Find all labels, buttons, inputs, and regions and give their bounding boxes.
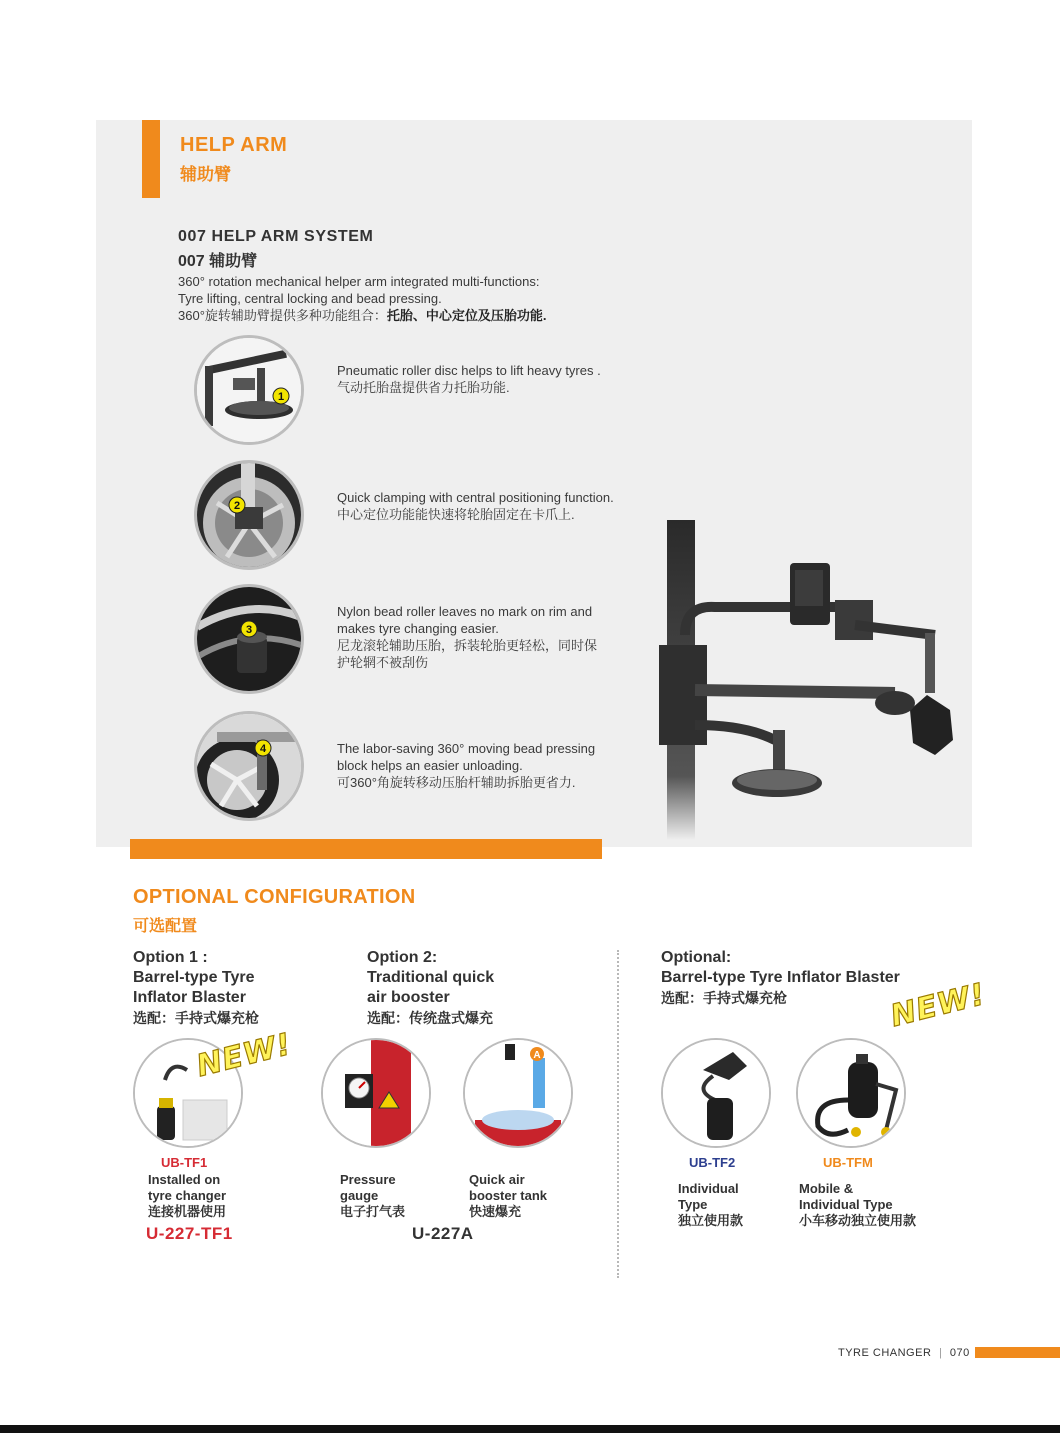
option-2-cn: 选配：传统盘式爆充 [367,1010,493,1026]
feature-1-number: 1 [277,391,285,403]
feature-3-cn: 尼龙滚轮辅助压胎，拆装轮胎更轻松，同时保护轮辋不被刮伤 [337,638,598,670]
ub-tf2-l1: Individual [678,1181,739,1196]
option-1-line-1: Option 1 : [133,949,208,966]
option-1-code: UB-TF1 [161,1155,208,1170]
option-1-desc-cn: 连接机器使用 [148,1204,227,1219]
option-1-desc-2: tyre changer [148,1188,227,1203]
section-subtitle: 辅助臂 [180,165,231,184]
ub-tf2-image [661,1038,771,1148]
pressure-gauge-cn: 电子打气表 [340,1204,406,1219]
option-1-new-badge: NEW! [193,1026,296,1085]
footer-label [838,1347,970,1359]
intro-cn-text: 360°旋转辅助臂提供多种功能组合： [178,308,387,323]
option-2-line-3: air booster [367,989,450,1006]
intro-cn-bold: 托胎、中心定位及压胎功能. [386,308,547,323]
option-2-model: U-227A [412,1224,474,1243]
option-2-line-1: Option 2: [367,949,438,966]
feature-1-en: Pneumatic roller disc helps to lift heavy tyres . [337,363,601,378]
feature-4-image [194,711,304,821]
air-booster-cn: 快速爆充 [469,1204,522,1219]
air-booster-tank-image [463,1038,573,1148]
section-divider-band [130,839,602,859]
ub-tfm-l1: Mobile & [799,1181,854,1196]
section-title: HELP ARM [180,134,288,156]
feature-3-en: Nylon bead roller leaves no mark on rim and makes tyre changing easier. [337,604,593,636]
feature-4-cn: 可360°角旋转移动压胎杆辅助拆胎更省力. [337,775,576,790]
option-1-heading [133,948,259,1028]
feature-1-image [194,335,304,445]
footer-section: TYRE CHANGER [838,1347,932,1359]
tank-tag: A [533,1050,541,1061]
option-3-new-badge: NEW! [887,976,990,1035]
air-booster-l1: Quick air [469,1172,525,1187]
option-1-desc [148,1172,226,1220]
option-1-line-2: Barrel-type Tyre [133,969,255,986]
feature-4-number: 4 [259,743,267,755]
feature-3-image [194,584,304,694]
feature-2-number: 2 [233,500,241,512]
feature-2-cn: 中心定位功能能快速将轮胎固定在卡爪上. [337,507,575,522]
option-2-heading [367,948,494,1028]
ub-tfm-l2: Individual Type [799,1197,893,1212]
feature-4-en: The labor-saving 360° moving bead pressing block helps an easier unloading. [337,741,596,773]
feature-1-text [337,362,637,396]
ub-tf2-cn: 独立使用款 [678,1213,744,1228]
option-3-line-2: Barrel-type Tyre Inflator Blaster [661,969,900,986]
option-1-line-3: Inflator Blaster [133,989,246,1006]
option-3-heading [661,948,900,1008]
ub-tfm-image [796,1038,906,1148]
ub-tfm-cn: 小车移动独立使用款 [799,1213,917,1228]
footer-separator: | [938,1347,943,1359]
intro-line-2: Tyre lifting, central locking and bead pressing. [178,291,442,306]
feature-3-number: 3 [245,624,253,636]
option-1-cn: 选配：手持式爆充枪 [133,1010,259,1026]
pressure-gauge-l1: Pressure [340,1172,396,1187]
help-arm-machine-image [655,515,965,840]
system-subtitle: 007 辅助臂 [178,253,258,270]
option-1-desc-1: Installed on [148,1172,221,1187]
option-1-model: U-227-TF1 [146,1224,233,1243]
intro-cn [178,307,638,324]
system-intro [178,273,638,324]
footer-accent-bar [975,1347,1060,1358]
pressure-gauge-l2: gauge [340,1188,379,1203]
page-bottom-border [0,1425,1060,1433]
feature-2-en: Quick clamping with central positioning function. [337,490,614,505]
option-3-cn: 选配：手持式爆充枪 [661,990,787,1006]
optional-subtitle: 可选配置 [133,918,198,935]
ub-tf2-l2: Type [678,1197,708,1212]
system-title: 007 HELP ARM SYSTEM [178,228,374,245]
pressure-gauge-image [321,1038,431,1148]
ub-tf2-desc [678,1181,743,1229]
option-2-line-2: Traditional quick [367,969,495,986]
page-number: 070 [949,1347,970,1359]
feature-4-text [337,740,637,791]
section-accent-bar [142,120,160,198]
optional-title: OPTIONAL CONFIGURATION [133,886,416,908]
option-3-line-1: Optional: [661,949,732,966]
ub-tf2-code: UB-TF2 [689,1155,736,1170]
feature-2-text [337,489,637,523]
ub-tfm-desc [799,1181,916,1229]
pressure-gauge-desc [340,1172,405,1220]
feature-3-text [337,603,637,671]
feature-2-image [194,460,304,570]
air-booster-l2: booster tank [469,1188,548,1203]
feature-1-cn: 气动托胎盘提供省力托胎功能. [337,380,510,395]
air-booster-desc [469,1172,547,1220]
column-divider [617,950,619,1278]
ub-tfm-code: UB-TFM [823,1155,873,1170]
intro-line-1: 360° rotation mechanical helper arm integrated multi-functions: [178,274,540,289]
